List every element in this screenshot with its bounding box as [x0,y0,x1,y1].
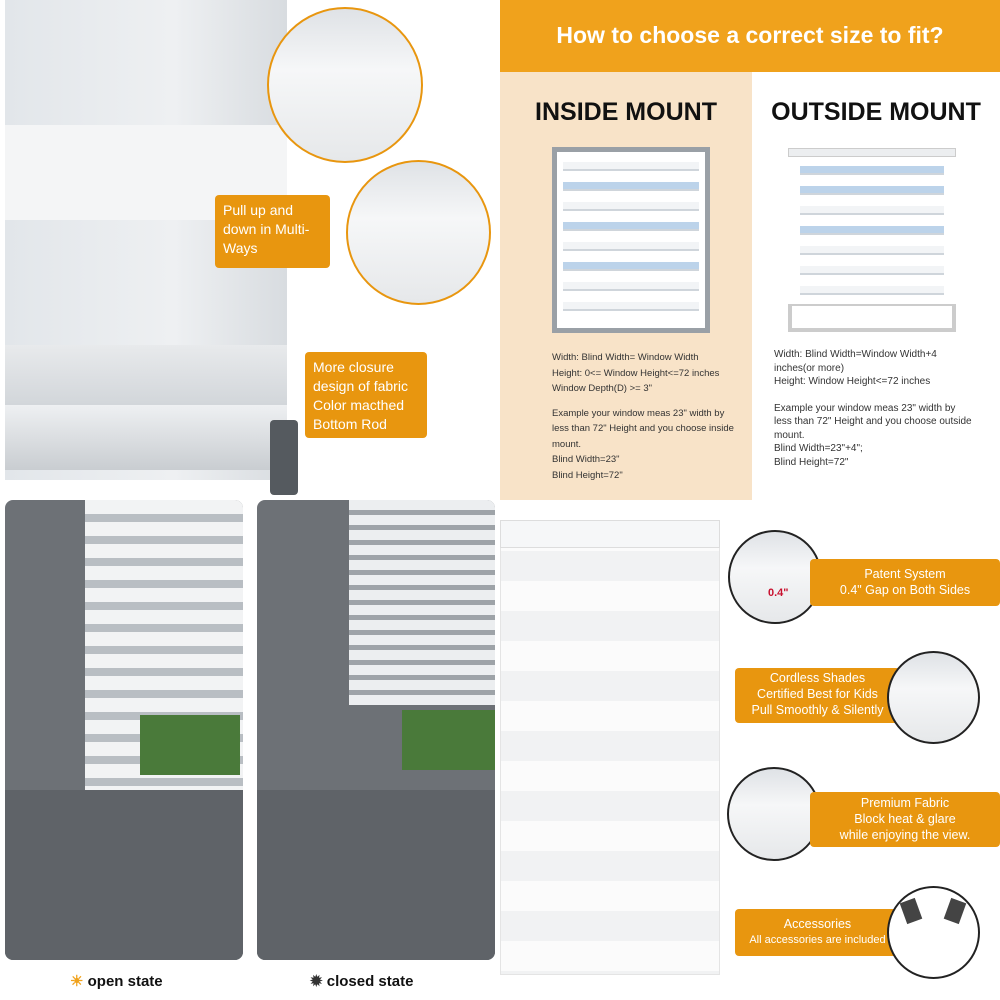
open-state-photo [5,500,243,960]
feature-cordless: Cordless Shades Certified Best for Kids Pull Smoothly & Silently [735,668,900,723]
outside-notes: Width: Blind Width=Window Width+4 inches(or more) Height: Window Height<=72 inches Example your window meas 23" width by less than 72" Height and you choose outside mount. Blind Width=23"+4"; Blind Height=72" [774,349,972,468]
blind-product [500,520,720,975]
bracket-icon [900,898,923,924]
feature-accessories: Accessories All accessories are included [735,909,900,956]
sizing-header: How to choose a correct size to fit? [500,0,1000,72]
feature-fabric: Premium Fabric Block heat & glare while enjoying the view. [810,792,1000,847]
outside-mount-panel [752,72,1000,500]
cordless-closeup [887,651,980,744]
closed-state-photo [257,500,495,960]
inside-mount-panel [500,72,752,500]
gap-closeup [728,530,822,624]
dark-sun-icon: ✹ [310,973,323,990]
handle-closeup-1 [267,7,423,163]
inside-mount-title: INSIDE MOUNT [535,98,717,126]
callout-pull: Pull up and down in Multi-Ways [215,195,330,268]
gap-label: 0.4" [768,587,789,599]
outside-mount-title: OUTSIDE MOUNT [771,98,981,126]
sun-icon: ☀ [70,973,84,990]
callout-closure: More closure design of fabric Color macthed Bottom Rod [305,352,427,438]
open-state-label: ☀ open state [70,973,163,990]
bracket-icon [944,898,967,924]
feature-patent: Patent System 0.4" Gap on Both Sides [810,559,1000,606]
fabric-closeup [727,767,821,861]
handle-closeup-2 [346,160,491,305]
inside-window [552,147,710,333]
closed-state-label: ✹ closed state [310,973,414,990]
inside-notes: Width: Blind Width= Window Width Height: 0<= Window Height<=72 inches Window Depth(D) >= 3" Example your window meas 23" width by less than 72" Height and you choose inside mount. Blind Width=23" Blind Height=72" [552,352,734,481]
accessories-closeup [887,886,980,979]
